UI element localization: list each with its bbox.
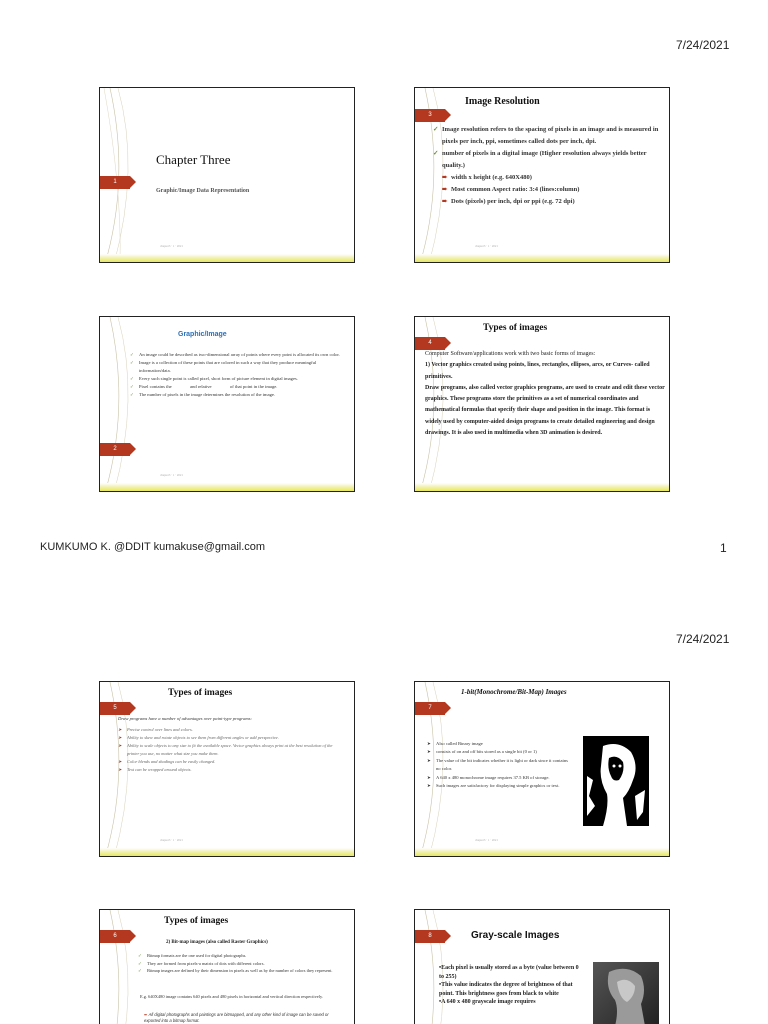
- list-item: ✓ number of pixels in a digital image (Higher resolution always yields better quality.): [433, 150, 647, 169]
- list-item: ✓ An image could be described as two-dimensional array of points where every point is allocated its own color.: [130, 352, 340, 357]
- list-item: ➤ consists of on and off bits stored as a single bit (0 or 1): [427, 749, 537, 755]
- list-item: ➨ Dots (pixels) per inch, dpi or ppi (e.g. 72 dpi): [442, 198, 575, 205]
- slide-3: [414, 87, 670, 263]
- decorative-lines: [100, 317, 160, 492]
- slide-4: [414, 316, 670, 492]
- bullet-list: [138, 952, 344, 974]
- slide-7: [414, 681, 670, 857]
- slide-1: [99, 87, 355, 263]
- slide-title: Types of images: [164, 916, 229, 926]
- slide-body: [425, 349, 665, 439]
- list-item: ➤ Precise control over lines and colors.: [118, 727, 193, 732]
- page-date: 7/24/2021: [676, 38, 730, 52]
- slide-5: [99, 681, 355, 857]
- slide-intro: Draw programs have a number of advantages over paint-type programs:: [118, 716, 253, 721]
- slide-number-badge: 7: [415, 702, 445, 715]
- slide-title: Gray-scale Images: [471, 930, 560, 941]
- slide-bottom-bar: [100, 848, 354, 856]
- body-line: •This value indicates the degree of brightness of that point. This brightness goes from black to white: [439, 982, 573, 997]
- list-item: ➤ The value of the bit indicates whether it is light or dark since it contains no color.: [427, 757, 568, 772]
- list-item: ✓ They are formed from pixels-a matrix of dots with different colors.: [138, 961, 265, 966]
- list-item: ➨ Most common Aspect ratio: 3:4 (lines:column): [442, 186, 580, 193]
- body-line: 1) Vector graphics created using points, lines, rectangles, ellipses, arcs, or Curves- called primitives.: [425, 362, 650, 380]
- list-item: ✓ Bitmap formats are the one used for digital photographs.: [138, 953, 247, 958]
- page-number: 1: [720, 541, 727, 555]
- bullet-list: [130, 351, 342, 399]
- slide-title: Types of images: [483, 323, 548, 333]
- list-item: ➨ width x height (e.g. 640X480): [442, 174, 532, 181]
- body-line: Draw programs, also called vector graphics programs, are used to create and edit these vector graphics. These programs store the primitives as a set of numerical coordinates and mathematical formulas that specify their shape and position in the image. This format is widely used by computer-aided design programs to create detailed engineering and design drawings. It is also used in multimedia when 3D animation is desired.: [425, 384, 665, 437]
- list-item: ➤ Color blends and shadings can be easily changed.: [118, 759, 216, 764]
- slide-number-badge: 3: [415, 109, 445, 122]
- slide-number-badge: 4: [415, 337, 445, 350]
- slide-title: Types of images: [168, 688, 233, 698]
- slide-footer: chapter3 · 1 · 2021: [475, 838, 498, 842]
- list-item: ➤ Ability to scale objects to any size to fit the available space. Vector graphics always print at the best resolution of the printer you use, no matter what size you make them.: [118, 743, 333, 756]
- list-item: ➤ Such images are satisfactory for displaying simple graphics or text.: [427, 783, 560, 789]
- slide-title: Image Resolution: [465, 96, 540, 107]
- slide-number-badge: 6: [100, 930, 130, 943]
- slide-body: [439, 964, 579, 1007]
- list-item: ➤ Text can be wrapped around objects.: [118, 767, 192, 772]
- list-item: ➤ Ability to skew and rotate objects to see them from different angles or add perspective.: [118, 735, 279, 740]
- slide-bottom-bar: [100, 254, 354, 262]
- page-footer: KUMKUMO K. @DDIT kumakuse@gmail.com: [40, 541, 266, 553]
- bullet-list: [433, 124, 665, 208]
- slide-number-badge: 2: [100, 443, 130, 456]
- slide-6: [99, 909, 355, 1024]
- list-item: ➤ Also called Binary image: [427, 741, 483, 746]
- slide-footer: chapter3 · 1 · 2021: [475, 244, 498, 248]
- slide-8: [414, 909, 670, 1024]
- arrow-icon: ➨: [144, 1012, 149, 1017]
- slide-footer: chapter3 · 1 · 2021: [160, 473, 183, 477]
- slide-bottom-bar: [415, 483, 669, 491]
- bullet-list: [427, 740, 571, 790]
- list-item: ✓ Pixel contains the and relative of that point in the image.: [130, 384, 278, 389]
- slide-bottom-bar: [415, 848, 669, 856]
- list-item: ✓ The number of pixels in the image determines the resolution of the image.: [130, 392, 276, 397]
- slide-number-badge: 1: [100, 176, 130, 189]
- slide-bottom-bar: [100, 483, 354, 491]
- grayscale-photo: [593, 962, 659, 1024]
- slide-title: Graphic/Image: [178, 331, 227, 338]
- list-item: ✓ Image resolution refers to the spacing of pixels in an image and is measured in pixels per inch, ppi, sometimes called dots per inch, dpi.: [433, 126, 659, 145]
- list-item: ✓ Image is a collection of these points that are colored in such a way that they produce meaningful information/data.: [130, 360, 317, 373]
- slide-paragraph: E.g. 640X480 image contains 640 pixels and 480 pixels in horizontal and vertical direction respectively.: [140, 994, 323, 999]
- slide-title: 1-bit(Monochrome/Bit-Map) Images: [461, 688, 567, 696]
- body-line: •A 640 x 480 grayscale image requires: [439, 999, 536, 1005]
- body-line: Computer Software/applications work with two basic forms of images:: [425, 351, 596, 357]
- list-item: ✓ Every such single point is called pixel, short form of picture element in digital images.: [130, 376, 298, 381]
- body-line: •Each pixel is usually stored as a byte (value between 0 to 255): [439, 965, 579, 980]
- page-date: 7/24/2021: [676, 632, 730, 646]
- slide-heading: 2) Bit-map images (also called Raster Graphics): [166, 940, 268, 945]
- slide-footer: chapter3 · 1 · 2021: [160, 244, 183, 248]
- slide-number-badge: 8: [415, 930, 445, 943]
- slide-last-bullet: ➨ All digital photographs and paintings are bitmapped, and any other kind of image can be saved or exported into a bitmap format.: [144, 1012, 329, 1023]
- list-item: ✓ Bitmap images are defined by their dimension in pixels as well as by the number of colors they represent.: [138, 968, 333, 973]
- slide-footer: chapter3 · 1 · 2021: [160, 838, 183, 842]
- slide-2: [99, 316, 355, 492]
- bullet-list: [118, 726, 344, 774]
- slide-bottom-bar: [415, 254, 669, 262]
- list-item: ➤ A 640 x 480 monochrome image requires 37.5 KB of storage.: [427, 774, 550, 780]
- slide-title: Chapter Three: [156, 152, 231, 167]
- monochrome-photo: [583, 736, 649, 826]
- slide-number-badge: 5: [100, 702, 130, 715]
- slide-subtitle: Graphic/Image Data Representation: [156, 188, 250, 194]
